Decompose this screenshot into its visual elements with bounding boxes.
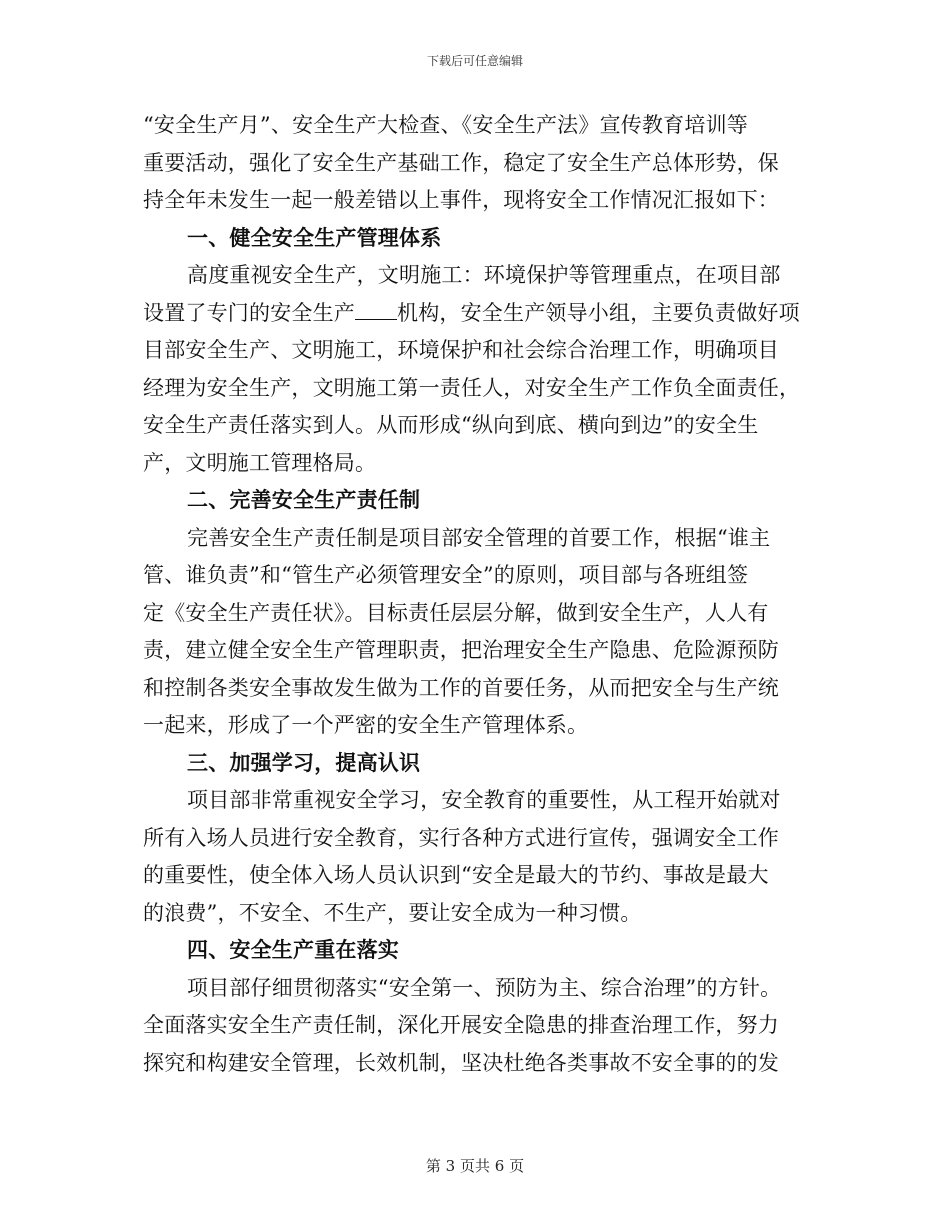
paragraph-line: 的重要性，使全体入场人员认识到“安全是最大的节约、事故是最大: [143, 863, 769, 887]
paragraph-line: 高度重视安全生产，文明施工：环境保护等管理重点，在项目部: [187, 263, 781, 287]
text-before-blank: 设置了专门的安全生产: [143, 300, 355, 325]
paragraph-line: 产，文明施工管理格局。: [143, 450, 377, 475]
paragraph-line: 项目部非常重视安全学习，安全教育的重要性，从工程开始就对: [187, 788, 781, 812]
paragraph-line: 探究和构建安全管理，长效机制，坚决杜绝各类事故不安全事的的发: [143, 1050, 779, 1075]
section-heading-4: 四、安全生产重在落实: [187, 938, 399, 962]
paragraph-line: 和控制各类安全事故发生做为工作的首要任务，从而把安全与生产统: [143, 675, 779, 700]
section-heading-2: 二、完善安全生产责任制: [187, 488, 421, 512]
paragraph-line: 目部安全生产、文明施工，环境保护和社会综合治理工作，明确项目: [143, 338, 779, 362]
section-heading-3: 三、加强学习，提高认识: [187, 750, 421, 775]
page-number-footer: 第 3 页共 6 页: [425, 1157, 525, 1175]
paragraph-line: 安全生产责任落实到人。从而形成“纵向到底、横向到边”的安全生: [143, 413, 759, 437]
paragraph-line: 管、谁负责”和“管生产必须管理安全”的原则，项目部与各班组签: [143, 563, 749, 587]
paragraph-line: 持全年未发生一起一般差错以上事件，现将安全工作情况汇报如下：: [143, 188, 779, 212]
paragraph-line: 重要活动，强化了安全生产基础工作，稳定了安全生产总体形势，保: [143, 150, 779, 175]
paragraph-line: 全面落实安全生产责任制，深化开展安全隐患的排查治理工作，努力: [143, 1013, 779, 1037]
paragraph-line: 项目部仔细贯彻落实“安全第一、预防为主、综合治理”的方针。: [187, 975, 782, 1000]
header-note: 下载后可任意编辑: [426, 54, 523, 68]
paragraph-line: “安全生产月”、安全生产大检查、《安全生产法》宣传教育培训等: [143, 113, 748, 137]
paragraph-line: 责，建立健全安全生产管理职责，把治理安全生产隐患、危险源预防: [143, 638, 779, 662]
paragraph-line: 完善安全生产责任制是项目部安全管理的首要工作，根据“谁主: [187, 525, 771, 550]
paragraph-line: 一起来，形成了一个严密的安全生产管理体系。: [143, 713, 589, 737]
paragraph-line: 所有入场人员进行安全教育，实行各种方式进行宣传，强调安全工作: [143, 825, 779, 850]
fill-blank: [355, 301, 397, 320]
paragraph-line: 经理为安全生产，文明施工第一责任人，对安全生产工作负全面责任，: [143, 375, 801, 400]
paragraph-line: 的浪费”，不安全、不生产，要让安全成为一种习惯。: [143, 900, 642, 925]
document-body: [143, 107, 811, 1082]
text-after-blank: 机构，安全生产领导小组，主要负责做好项: [397, 300, 800, 325]
paragraph-line: 定《安全生产责任状》。目标责任层层分解，做到安全生产，人人有: [143, 600, 769, 625]
paragraph-line-with-blank: [143, 295, 811, 333]
section-heading-1: 一、健全安全生产管理体系: [187, 225, 442, 250]
